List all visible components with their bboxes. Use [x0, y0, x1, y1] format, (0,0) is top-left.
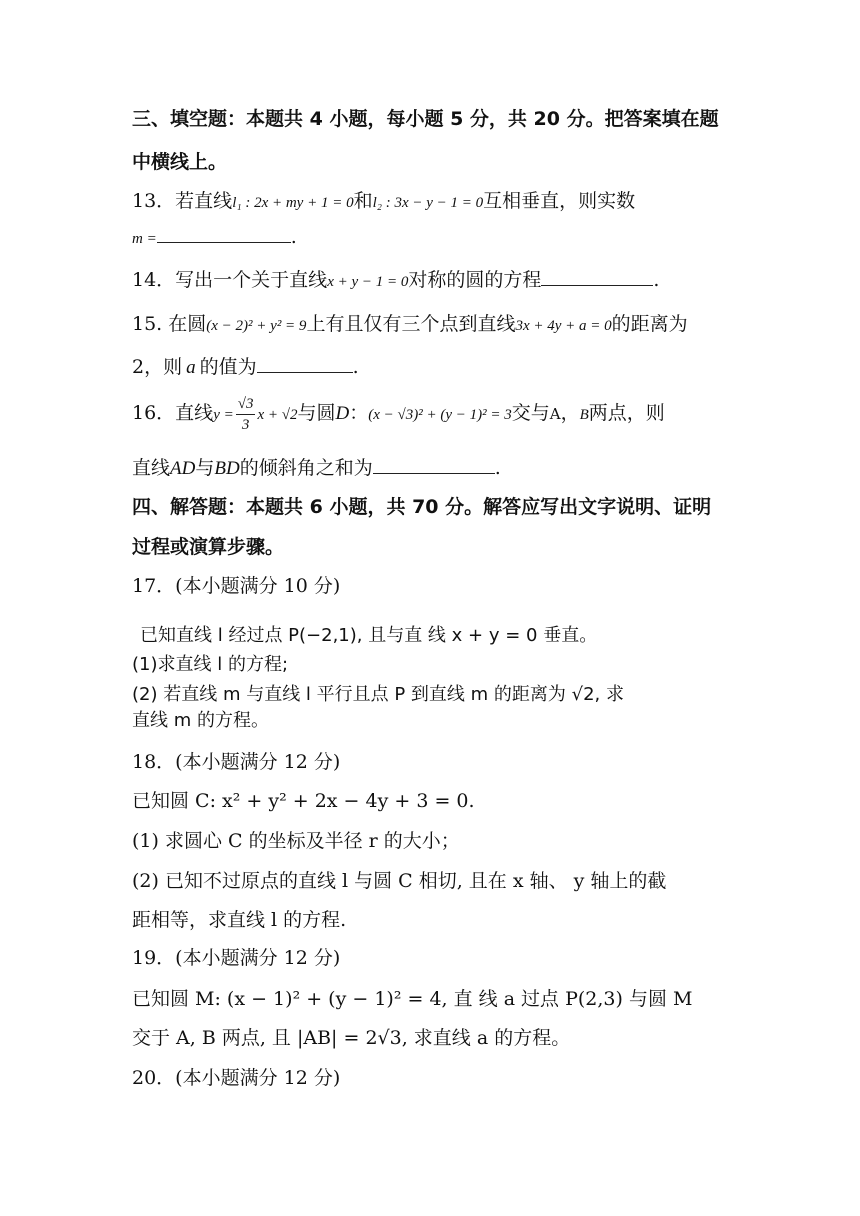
question-13-line1	[132, 186, 732, 213]
q13-line-l1: l₁ : 2x + my + 1 = 0	[232, 195, 354, 211]
q15-line2-tail: 的值为	[199, 356, 257, 378]
section4-heading-line2: 过程或演算步骤。	[132, 536, 285, 558]
question-18-title: 18．(本小题满分 12 分)	[132, 751, 341, 773]
q16-point-a: A	[549, 405, 561, 423]
q18-line1: 已知圆 C: x² + y² + 2x − 4y + 3 = 0.	[132, 790, 475, 812]
section3-heading-line2: 中横线上。	[132, 151, 228, 173]
q16-y-eq: y =	[213, 407, 234, 423]
q16-circle-name: D	[335, 403, 350, 424]
q16-frac-den: 3	[241, 416, 250, 433]
question-20-title: 20．(本小题满分 12 分)	[132, 1067, 341, 1089]
q14-number: 14．写出一个关于直线	[132, 269, 328, 291]
q13-tail: 互相垂直，则实数	[483, 190, 636, 212]
q17-line1: 已知直线 l 经过点 P(−2,1), 且与直 线 x + y = 0 垂直。	[140, 625, 598, 646]
q15-answer-blank[interactable]	[257, 356, 353, 373]
q16-colon: ：	[349, 402, 369, 424]
q14-expr: x + y − 1 = 0	[327, 274, 409, 290]
q15-tail: 的距离为	[611, 313, 688, 335]
q17-line2: (1)求直线 l 的方程;	[132, 654, 289, 675]
q15-line: 3x + 4y + a = 0	[515, 318, 612, 334]
q17-line3: (2) 若直线 m 与直线 l 平行且点 P 到直线 m 的距离为 √2, 求	[132, 684, 625, 705]
q15-mid: 上有且仅有三个点到直线	[306, 313, 516, 335]
q16-line2-tail: 的倾斜角之和为	[239, 457, 373, 479]
question-19-title: 19．(本小题满分 12 分)	[132, 947, 341, 969]
q18-line2: (1) 求圆心 C 的坐标及半径 r 的大小；	[132, 830, 460, 852]
question-15-line1	[132, 309, 732, 336]
q17-line4: 直线 m 的方程。	[132, 710, 269, 731]
question-16-line2	[132, 453, 732, 480]
q16-bd: BD	[214, 458, 240, 479]
q19-line2: 交于 A, B 两点, 且 |AB| = 2√3, 求直线 a 的方程。	[132, 1027, 571, 1049]
q16-answer-blank[interactable]	[373, 457, 495, 474]
q16-circle: (x − √3)² + (y − 1)² = 3	[368, 407, 512, 423]
question-15-line2	[132, 352, 732, 379]
q13-number: 13．若直线	[132, 190, 233, 212]
q16-and: 与	[195, 457, 215, 479]
q13-mid: 和	[353, 190, 373, 212]
question-14	[132, 265, 732, 292]
q15-var: a	[186, 357, 196, 378]
section3-heading-line1: 三、填空题：本题共 4 小题，每小题 5 分，共 20 分。把答案填在题	[132, 108, 719, 130]
q14-tail: 对称的圆的方程	[408, 269, 542, 291]
q16-line2-start: 直线	[132, 457, 171, 479]
q15-line2-start: 2，则	[132, 356, 183, 378]
q15-end: .	[352, 356, 359, 378]
q14-end: .	[653, 269, 660, 291]
q16-tail2: 两点，则	[588, 402, 665, 424]
section4-heading-line1: 四、解答题：本题共 6 小题，共 70 分。解答应写出文字说明、证明	[132, 496, 712, 518]
q13-end: .	[290, 226, 297, 248]
q13-answer-prefix: m =	[132, 231, 157, 247]
question-17-title: 17．(本小题满分 10 分)	[132, 575, 341, 597]
q16-sep: ，	[560, 402, 580, 424]
q14-answer-blank[interactable]	[541, 269, 653, 286]
q15-number: 15. 在圆	[132, 313, 207, 335]
q15-circle: (x − 2)² + y² = 9	[206, 318, 307, 334]
q16-ad: AD	[170, 458, 196, 479]
q16-fraction	[236, 394, 256, 435]
question-13-line2	[132, 226, 732, 248]
question-16-line1	[132, 393, 732, 435]
q16-point-b: B	[579, 407, 589, 423]
q16-end: .	[494, 457, 501, 479]
q18-line4: 距相等，求直线 l 的方程.	[132, 909, 347, 931]
q19-line1: 已知圆 M: (x − 1)² + (y − 1)² = 4, 直 线 a 过点 P(2,3) 与圆 M	[132, 988, 693, 1010]
q16-frac-num: √3	[236, 394, 256, 415]
q16-rest: x + √2	[257, 407, 298, 423]
q13-answer-blank[interactable]	[157, 226, 291, 243]
q16-number: 16．直线	[132, 402, 214, 424]
q16-tail: 交与	[511, 402, 550, 424]
q16-mid: 与圆	[297, 402, 336, 424]
q18-line3: (2) 已知不过原点的直线 l 与圆 C 相切, 且在 x 轴、 y 轴上的截	[132, 870, 667, 892]
q13-line-l2: l₂ : 3x − y − 1 = 0	[372, 195, 484, 211]
